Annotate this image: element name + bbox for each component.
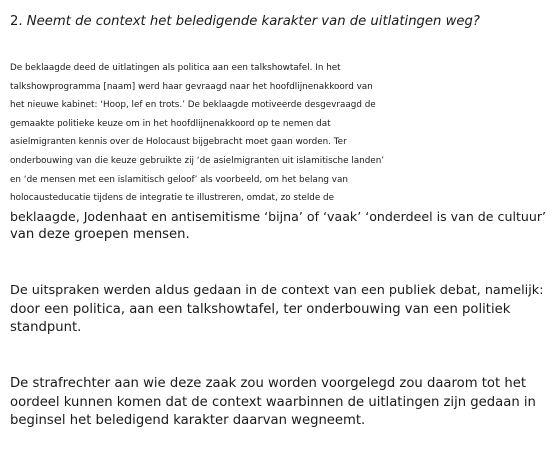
paragraph-conclusion <box>10 375 536 431</box>
paragraph-line: beklaagde, Jodenhaat en antisemitisme ‘bijna’ of ‘vaak’ ‘onderdeel is van de cultuur’ <box>10 208 547 224</box>
paragraph-public-debat <box>10 282 544 338</box>
paragraph-line: De strafrechter aan wie deze zaak zou worden voorgelegd zou daarom tot het <box>10 376 526 391</box>
paragraph-line: beginsel het beledigend karakter daarvan wegneemt. <box>10 413 366 429</box>
paragraph-line: De uitspraken werden aldus gedaan in de context van een publiek debat, namelijk: <box>10 283 544 298</box>
paragraph-line: het nieuwe kabinet: ‘Hoop, lef en trots.’ De beklaagde motiveerde desgevraagd de <box>10 100 376 111</box>
paragraph-line: De beklaagde deed de uitlatingen als politica aan een talkshowtafel. In het <box>10 63 341 73</box>
question-text: Neemt de context het beledigende karakter van de uitlatingen weg? <box>26 14 480 29</box>
paragraph-line: onderbouwing van die keuze gebruikte zij ‘de asielmigranten uit islamitische landen’ <box>10 155 385 166</box>
paragraph-line: door een politica, aan een talkshowtafel, ter onderbouwing van een politiek <box>10 301 511 317</box>
question-number: 2. <box>10 14 23 29</box>
question-heading <box>10 13 480 31</box>
paragraph-line: asielmigranten kennis over de Holocaust bijgebracht moet gaan worden. Ter <box>10 137 347 148</box>
paragraph-line: gemaakte politieke keuze om in het hoofdlijnenakkoord op te nemen dat <box>10 118 331 129</box>
paragraph-line: en ‘de mensen met een islamitisch geloof’ als voorbeeld, om het belang van <box>10 174 348 185</box>
paragraph-line: holocausteducatie tijdens de integratie te illustreren, omdat, zo stelde de <box>10 193 335 204</box>
paragraph-line: oordeel kunnen komen dat de context waarbinnen de uitlatingen zijn gedaan in <box>10 394 536 410</box>
paragraph-line: standpunt. <box>10 320 82 336</box>
paragraph-line: van deze groepen mensen. <box>10 227 190 243</box>
paragraph-context-facts <box>10 59 546 245</box>
paragraph-line: talkshowprogramma [naam] werd haar gevraagd naar het hoofdlijnenakkoord van <box>10 81 373 92</box>
